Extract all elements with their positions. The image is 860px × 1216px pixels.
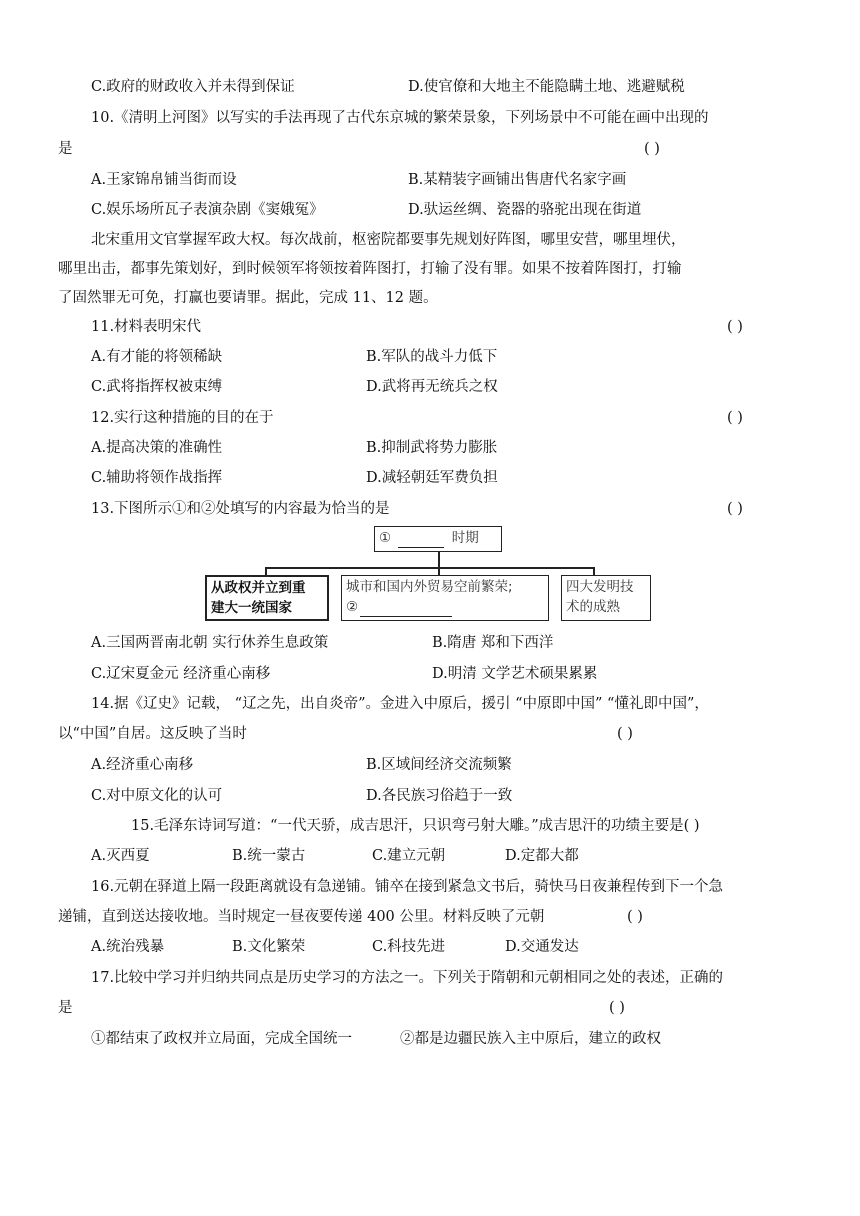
- q10-option-a: A.王家锦帛铺当街而设: [91, 172, 237, 188]
- q17-answer-bracket: ( ): [609, 1000, 625, 1016]
- q17-item-2: ②都是边疆民族入主中原后，建立的政权: [400, 1031, 661, 1047]
- q11-answer-bracket: ( ): [727, 319, 743, 335]
- diagram-connector-bar: [265, 567, 593, 569]
- q13-option-d: D.明清 文学艺术硕果累累: [432, 666, 598, 682]
- q10-stem-line-1: 10.《清明上河图》以写实的手法再现了古代东京城的繁荣景象，下列场景中不可能在画中出现的: [91, 110, 709, 126]
- q14-option-b: B.区域间经济交流频繁: [366, 757, 512, 773]
- q16-stem-line-2: 递铺，直到送达接收地。当时规定一昼夜要传递 400 公里。材料反映了元朝: [58, 909, 545, 925]
- q14-stem-line-2: 以“中国”自居。这反映了当时: [58, 726, 247, 742]
- q15-stem: 15.毛泽东诗词写道：“一代天骄，成吉思汗，只识弯弓射大雕。”成吉思汗的功绩主要是( ): [131, 818, 700, 834]
- q16-option-d: D.交通发达: [505, 939, 579, 955]
- q14-answer-bracket: ( ): [617, 726, 633, 742]
- q11-option-a: A.有才能的将领稀缺: [91, 349, 223, 365]
- q12-option-d: D.减轻朝廷军费负担: [366, 470, 498, 486]
- q14-option-a: A.经济重心南移: [91, 757, 194, 773]
- q13-option-a: A.三国两晋南北朝 实行休养生息政策: [91, 635, 329, 651]
- q10-option-d: D.驮运丝绸、瓷器的骆驼出现在街道: [408, 202, 642, 218]
- q15-option-a: A.灭西夏: [91, 848, 150, 864]
- diagram-marker-1: ①: [379, 530, 392, 546]
- q11-option-b: B.军队的战斗力低下: [366, 349, 498, 365]
- q13-diagram: [205, 522, 655, 622]
- diagram-right-box: [561, 575, 651, 621]
- diagram-top-box: [374, 526, 502, 552]
- q14-stem-line-1: 14.据《辽史》记载， “辽之先，出自炎帝”。金进入中原后，援引 “中原即中国” “懂礼即中国”，: [91, 696, 709, 712]
- q13-option-c: C.辽宋夏金元 经济重心南移: [91, 666, 271, 682]
- diagram-blank-2: [360, 616, 452, 617]
- q14-option-d: D.各民族习俗趋于一致: [366, 788, 513, 804]
- diagram-top-suffix: 时期: [451, 530, 479, 546]
- q13-answer-bracket: ( ): [727, 501, 743, 517]
- diagram-marker-2: ②: [346, 599, 359, 615]
- diagram-left-box: [205, 575, 329, 621]
- q16-option-b: B.文化繁荣: [232, 939, 306, 955]
- q9-option-d: D.使官僚和大地主不能隐瞒土地、逃避赋税: [408, 79, 685, 95]
- q17-stem-line-2: 是: [58, 1000, 73, 1016]
- q16-answer-bracket: ( ): [627, 909, 643, 925]
- q15-option-c: C.建立元朝: [372, 848, 446, 864]
- q14-option-c: C.对中原文化的认可: [91, 788, 223, 804]
- material-line-3: 了固然罪无可免，打赢也要请罪。据此，完成 11、12 题。: [58, 290, 438, 306]
- q13-option-b: B.隋唐 郑和下西洋: [432, 635, 554, 651]
- q10-option-b: B.某精装字画铺出售唐代名家字画: [408, 172, 627, 188]
- q13-stem: 13.下图所示①和②处填写的内容最为恰当的是: [91, 501, 390, 517]
- diagram-left-line-2: 建大一统国家: [211, 600, 292, 616]
- q11-stem: 11.材料表明宋代: [91, 319, 202, 335]
- q17-stem-line-1: 17.比较中学习并归纳共同点是历史学习的方法之一。下列关于隋朝和元朝相同之处的表述，正确的: [91, 970, 724, 986]
- q17-item-1: ①都结束了政权并立局面，完成全国统一: [91, 1031, 352, 1047]
- q12-option-c: C.辅助将领作战指挥: [91, 470, 223, 486]
- q15-option-d: D.定都大都: [505, 848, 579, 864]
- diagram-right-line-2: 术的成熟: [566, 599, 620, 615]
- q10-stem-line-2: 是: [58, 141, 73, 157]
- q16-option-a: A.统治残暴: [91, 939, 165, 955]
- q12-option-b: B.抑制武将势力膨胀: [366, 440, 498, 456]
- material-line-2: 哪里出击，都事先策划好，到时候领军将领按着阵图打，打输了没有罪。如果不按着阵图打，打输: [58, 261, 682, 277]
- diagram-middle-line-1: 城市和国内外贸易空前繁荣;: [346, 579, 513, 595]
- diagram-left-line-1: 从政权并立到重: [211, 580, 306, 596]
- diagram-connector-stem: [438, 552, 440, 568]
- q16-stem-line-1: 16.元朝在驿道上隔一段距离就设有急递铺。铺卒在接到紧急文书后，骑快马日夜兼程传到下一个急: [91, 879, 724, 895]
- q11-option-d: D.武将再无统兵之权: [366, 379, 498, 395]
- q11-option-c: C.武将指挥权被束缚: [91, 379, 223, 395]
- diagram-middle-box: [341, 575, 549, 621]
- q12-stem: 12.实行这种措施的目的在于: [91, 410, 274, 426]
- q9-option-c: C.政府的财政收入并未得到保证: [91, 79, 295, 95]
- diagram-blank-1: [398, 547, 444, 548]
- q12-option-a: A.提高决策的准确性: [91, 440, 223, 456]
- q15-option-b: B.统一蒙古: [232, 848, 306, 864]
- q16-option-c: C.科技先进: [372, 939, 446, 955]
- material-line-1: 北宋重用文官掌握军政大权。每次战前，枢密院都要事先规划好阵图，哪里安营，哪里埋伏，: [91, 232, 686, 248]
- diagram-right-line-1: 四大发明技: [566, 579, 634, 595]
- q10-answer-bracket: ( ): [644, 141, 660, 157]
- q10-option-c: C.娱乐场所瓦子表演杂剧《窦娥冤》: [91, 202, 324, 218]
- q12-answer-bracket: ( ): [727, 410, 743, 426]
